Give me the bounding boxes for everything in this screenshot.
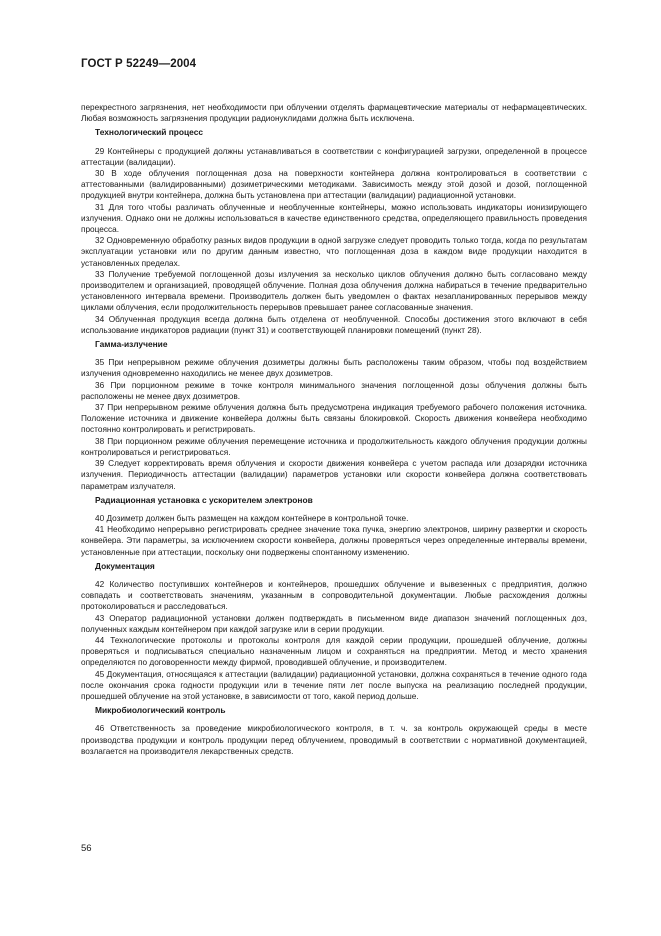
- paragraph: 43 Оператор радиационной установки должен подтверждать в письменном виде диапазон значений поглощенных доз, полученных каждым контейнером при каждой загрузке или в серии продукции.: [81, 613, 587, 634]
- paragraph: 41 Необходимо непрерывно регистрировать среднее значение тока пучка, энергию электронов, ширину развертки и скорость конвейера. Эти параметры, за исключением скорости конвейера, должны проверяться через определенные интервалы времени, установленные при аттестации, поскольку они подвержены спонтанному изменению.: [81, 525, 587, 557]
- section-heading: Технологический процесс: [95, 127, 204, 138]
- document-body: [81, 102, 587, 757]
- page-number: 56: [81, 843, 92, 854]
- paragraph: 38 При порционном режиме облучения перемещение источника и продолжительность каждого облучения продукции должны контролироваться и регистрироваться.: [81, 436, 587, 457]
- paragraph: 33 Получение требуемой поглощенной дозы излучения за несколько циклов облучения должно быть согласовано между производителем и организацией, проводящей облучение. Полная доза облучения должна набираться в течение предварительно установленного интервала времени. Производитель должен быть уведомлен о фактах незапланированных перерывов между циклами облучения, если продолжительность перерывов превышает ранее согласованные значения.: [81, 269, 587, 313]
- paragraph: 44 Технологические протоколы и протоколы контроля для каждой серии продукции, прошедшей облучение, должны проверяться и подписываться специально назначенным лицом и сохраняться на предприятии. Метод и место хранения определяются по договоренности между фирмой, проводившей облучение, и производителем.: [81, 635, 587, 668]
- document-header: ГОСТ Р 52249—2004: [81, 58, 197, 70]
- section-heading: Радиационная установка с ускорителем электронов: [95, 494, 313, 505]
- paragraph: 36 При порционном режиме в точке контроля минимального значения поглощенной дозы облучения должны быть расположены не менее двух дозиметров.: [81, 380, 587, 401]
- paragraph: 34 Облученная продукция всегда должна быть отделена от необлученной. Способы достижения этого включают в себя использование индикаторов радиации (пункт 31) и соответствующей планировки помещений (пункт 28).: [81, 314, 587, 335]
- paragraph: 32 Одновременную обработку разных видов продукции в одной загрузке следует проводить только тогда, когда по результатам эксплуатации установки или по другим данным известно, что поглощенная доза в каждом виде продукции находится в установленных пределах.: [81, 236, 587, 268]
- paragraph: 37 При непрерывном режиме облучения должна быть предусмотрена индикация требуемого рабочего положения источника. Положение источника и движение конвейера должны быть связаны блокировкой. Скорость движения конвейера необходимо постоянно контролировать и регистрировать.: [81, 403, 587, 435]
- paragraph: 29 Контейнеры с продукцией должны устанавливаться в соответствии с конфигурацией загрузки, определенной в процессе аттестации (валидации).: [81, 146, 587, 167]
- paragraph: 42 Количество поступивших контейнеров и контейнеров, прошедших облучение и вывезенных с предприятия, должно совпадать и соответствовать значениям, указанным в сопроводительной документации. Любые расхождения должны протоколироваться и расследоваться.: [81, 579, 587, 612]
- paragraph: 30 В ходе облучения поглощенная доза на поверхности контейнера должна контролироваться в соответствии с аттестованными (валидированными) дозиметрическими методиками. Зависимость между этой дозой и дозой, поглощенной продукцией внутри контейнера, должна быть установлена при аттестации (валидации) радиационной установки.: [81, 169, 587, 201]
- paragraph: перекрестного загрязнения, нет необходимости при облучении отделять фармацевтические материалы от нефармацевтических. Любая возможность загрязнения продукции радионуклидами должна быть исключена.: [81, 103, 587, 124]
- document-page: [81, 58, 587, 757]
- paragraph: 31 Для того чтобы различать облученные и необлученные контейнеры, можно использовать индикаторы ионизирующего излучения. Однако они не должны использоваться в качестве единственного средства, определяющего правильность проведения процесса.: [81, 202, 587, 235]
- paragraph: 35 При непрерывном режиме облучения дозиметры должны быть расположены таким образом, чтобы под воздействием излучения одновременно находились не менее двух дозиметров.: [81, 358, 587, 379]
- section-heading: Документация: [95, 560, 155, 571]
- section-heading: Микробиологический контроль: [95, 705, 226, 716]
- paragraph: 40 Дозиметр должен быть размещен на каждом контейнере в контрольной точке.: [95, 513, 409, 523]
- section-heading: Гамма-излучение: [95, 339, 168, 350]
- paragraph: 45 Документация, относящаяся к аттестации (валидации) радиационной установки, должна сохраняться в течение одного года после окончания срока годности продукции или в течение пяти лет после выпуска на реализацию последней продукции, прошедшей облучение на этой установке, в зависимости от того, какой период дольше.: [81, 669, 587, 701]
- paragraph: 46 Ответственность за проведение микробиологического контроля, в т. ч. за контроль окружающей среды в месте производства продукции и контроль продукции перед облучением, проводимый в соответствии с нормативной документацией, возлагается на производителя лекарственных средств.: [81, 724, 587, 756]
- paragraph: 39 Следует корректировать время облучения и скорости движения конвейера с учетом распада или дозарядки источника излучения. Периодичность аттестации (валидации) параметров установки или скорости конвейера должна соответствовать параметрам излучателя.: [81, 459, 587, 491]
